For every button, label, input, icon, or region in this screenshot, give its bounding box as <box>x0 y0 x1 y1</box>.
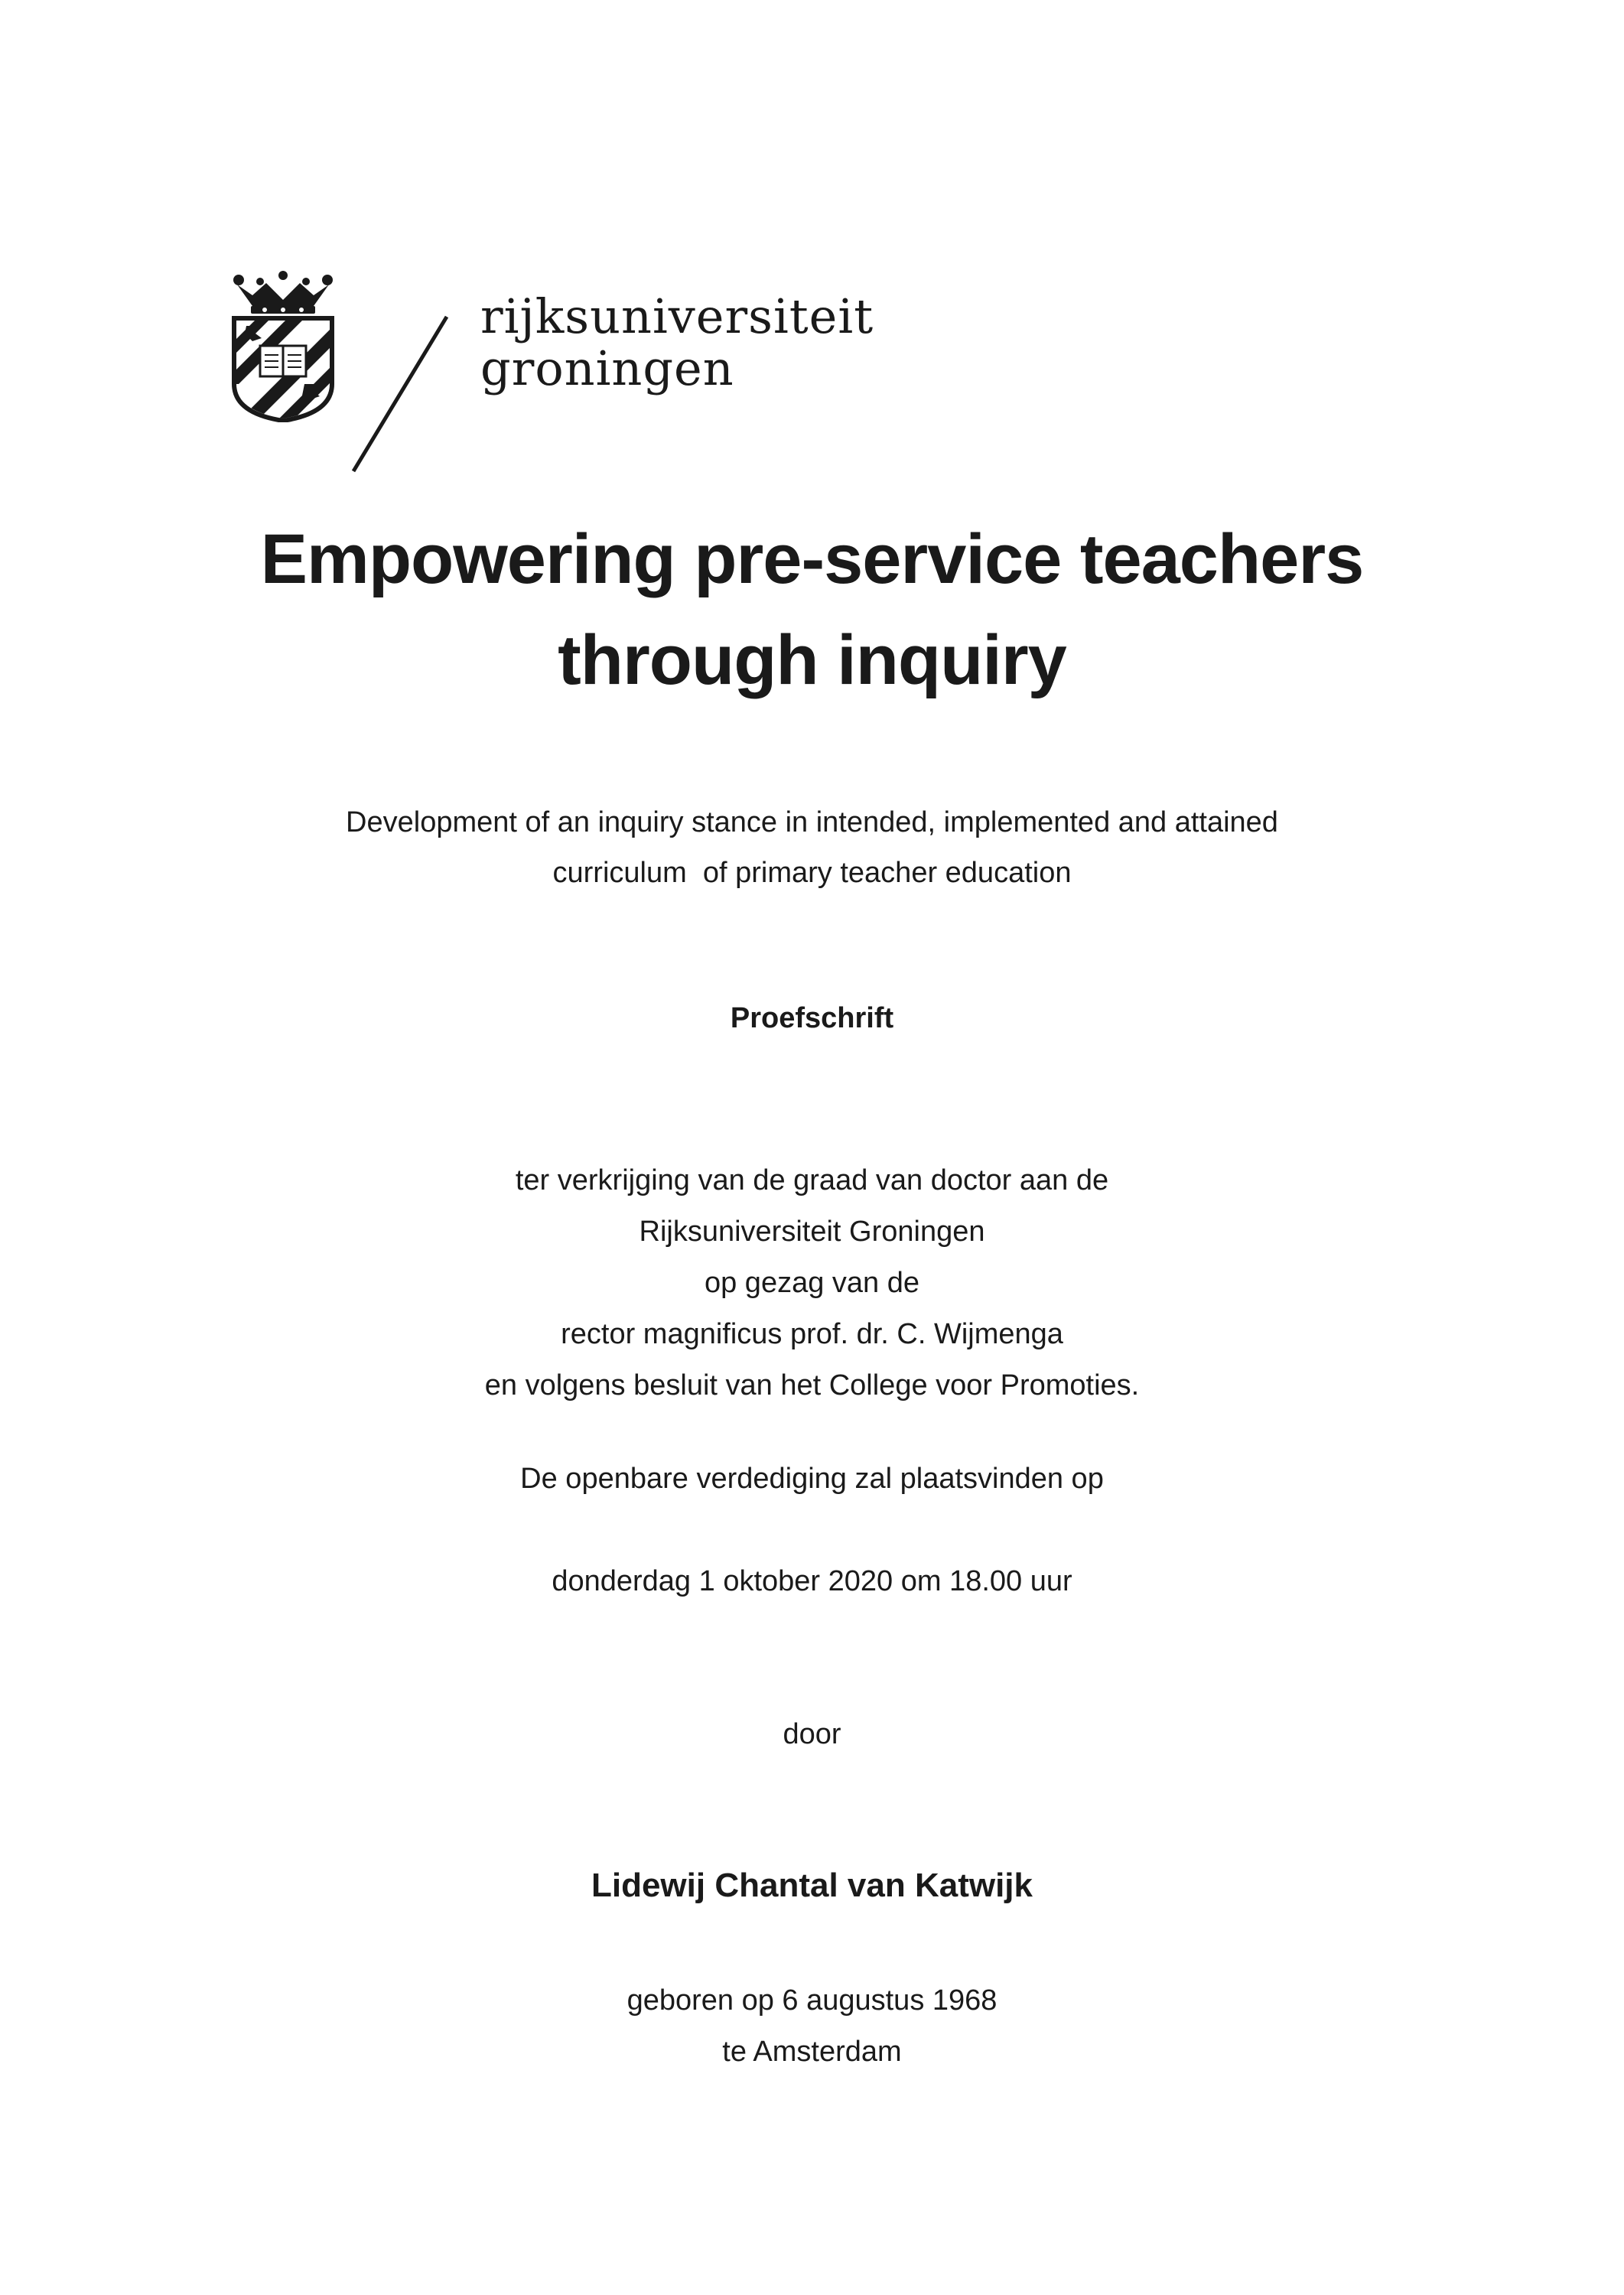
wordmark-line-1: rijksuniversiteit <box>480 288 874 344</box>
birth-info <box>0 1975 1624 2078</box>
proefschrift-label: Proefschrift <box>730 1002 894 1034</box>
subtitle-line-2: curriculum of primary teacher education <box>552 857 1072 889</box>
birth-place: te Amsterdam <box>722 2036 902 2068</box>
thesis-title <box>0 509 1624 711</box>
wordmark-line-2: groningen <box>480 340 734 396</box>
subtitle-line-1: Development of an inquiry stance in intended, implemented and attained <box>346 806 1278 838</box>
degree-statement <box>0 1155 1624 1411</box>
author-name: Lidewij Chantal van Katwijk <box>591 1867 1033 1904</box>
degree-line-1: ter verkrijging van de graad van doctor aan de <box>515 1164 1109 1196</box>
university-wordmark <box>480 288 874 396</box>
degree-line-2: Rijksuniversiteit Groningen <box>639 1216 985 1248</box>
university-logo <box>229 269 918 430</box>
degree-line-5: en volgens besluit van het College voor Promoties. <box>484 1369 1140 1401</box>
title-line-1: Empowering pre-service teachers <box>260 520 1364 598</box>
logo-divider-slash <box>350 314 450 474</box>
thesis-subtitle <box>0 797 1624 898</box>
defense-date: donderdag 1 oktober 2020 om 18.00 uur <box>552 1565 1072 1597</box>
title-line-2: through inquiry <box>558 621 1066 699</box>
birth-date: geboren op 6 augustus 1968 <box>626 1984 998 2017</box>
by-label: door <box>783 1718 841 1750</box>
defense-intro: De openbare verdediging zal plaatsvinden op <box>520 1463 1104 1495</box>
degree-line-3: op gezag van de <box>704 1267 919 1299</box>
degree-line-4: rector magnificus prof. dr. C. Wijmenga <box>561 1318 1063 1350</box>
university-crest-icon <box>229 269 337 422</box>
